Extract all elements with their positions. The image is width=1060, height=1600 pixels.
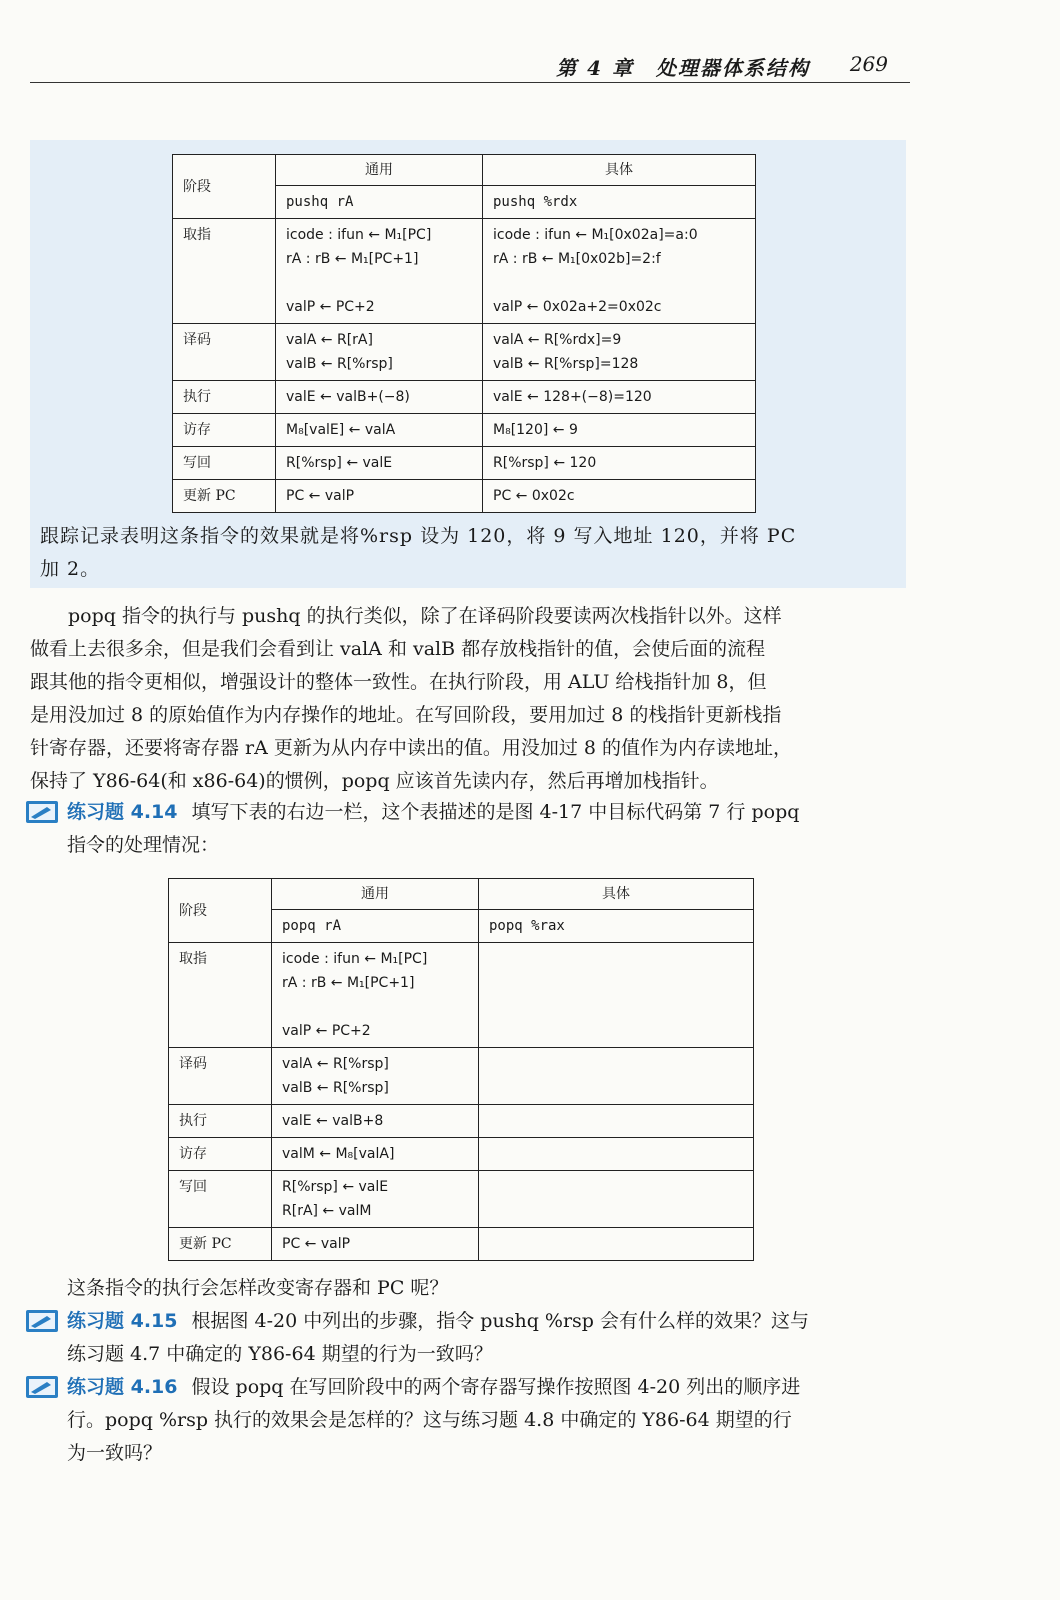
general-cell — [272, 1048, 479, 1105]
exercise-text: 行。popq %rsp 执行的效果会是怎样的？这与练习题 4.8 中确定的 Y86-64 期望的行 — [67, 1409, 792, 1431]
specific-answer-cell[interactable] — [479, 943, 754, 1048]
general-line: rA : rB ← M₁[PC+1] — [286, 251, 419, 267]
stage-cell: 执行 — [169, 1105, 272, 1138]
body-line: 做看上去很多余，但是我们会看到让 valA 和 valB 都存放栈指针的值，会使后面的流程 — [30, 638, 766, 660]
specific-line: M₈[120] ← 9 — [493, 422, 578, 438]
general-cell — [276, 447, 483, 480]
stage-cell: 写回 — [173, 447, 276, 480]
table-row — [173, 324, 756, 381]
general-line: R[%rsp] ← valE — [286, 455, 393, 471]
table-row — [173, 480, 756, 513]
stage-cell: 访存 — [173, 414, 276, 447]
general-header: 通用 — [272, 879, 479, 910]
specific-instr: popq %rax — [479, 910, 754, 943]
general-cell — [272, 1105, 479, 1138]
general-line: valB ← R[%rsp] — [286, 356, 393, 372]
general-line: PC ← valP — [286, 488, 355, 504]
specific-answer-cell[interactable] — [479, 1048, 754, 1105]
body-line: 针寄存器，还要将寄存器 rA 更新为从内存中读出的值。用没加过 8 的值作为内存读地址， — [30, 737, 793, 759]
trace-line: 跟踪记录表明这条指令的效果就是将%rsp 设为 120，将 9 写入地址 120，并将 PC — [40, 525, 797, 547]
general-cell — [276, 414, 483, 447]
general-line: R[rA] ← valM — [282, 1203, 372, 1219]
general-cell — [272, 1228, 479, 1261]
stage-cell: 执行 — [173, 381, 276, 414]
stage-cell: 译码 — [169, 1048, 272, 1105]
trace-summary — [40, 520, 900, 586]
specific-line: PC ← 0x02c — [493, 488, 575, 504]
specific-header: 具体 — [483, 155, 756, 186]
table-row — [173, 219, 756, 324]
exercise-label: 练习题 4.15 — [67, 1310, 178, 1332]
general-cell — [272, 943, 479, 1048]
stage-header: 阶段 — [169, 879, 272, 943]
general-header: 通用 — [276, 155, 483, 186]
stage-cell: 更新 PC — [169, 1228, 272, 1261]
specific-line: valP ← 0x02a+2=0x02c — [493, 299, 662, 315]
table-row — [169, 1171, 754, 1228]
general-line: valA ← R[%rsp] — [282, 1056, 389, 1072]
table-row — [169, 1228, 754, 1261]
body-line: popq 指令的执行与 pushq 的执行类似，除了在译码阶段要读两次栈指针以外。这样 — [30, 605, 782, 627]
table-row — [173, 414, 756, 447]
table-row — [169, 943, 754, 1048]
general-instr: pushq rA — [276, 186, 483, 219]
specific-cell — [483, 381, 756, 414]
general-line: valP ← PC+2 — [282, 1023, 371, 1039]
stage-cell: 更新 PC — [173, 480, 276, 513]
table-row — [169, 1138, 754, 1171]
specific-answer-cell[interactable] — [479, 1105, 754, 1138]
exercise-text: 填写下表的右边一栏，这个表描述的是图 4-17 中目标代码第 7 行 popq — [191, 801, 800, 823]
body-line: 保持了 Y86-64(和 x86-64)的惯例，popq 应该首先读内存，然后再增加栈指针。 — [30, 770, 719, 792]
stage-cell: 写回 — [169, 1171, 272, 1228]
general-line: icode : ifun ← M₁[PC] — [282, 951, 428, 967]
exercise-4-15 — [25, 1305, 910, 1371]
general-line: valE ← valB+(−8) — [286, 389, 410, 405]
specific-instr: pushq %rdx — [483, 186, 756, 219]
specific-line: R[%rsp] ← 120 — [493, 455, 597, 471]
general-line: valP ← PC+2 — [286, 299, 375, 315]
specific-cell — [483, 219, 756, 324]
general-line: PC ← valP — [282, 1236, 351, 1252]
exercise-pencil-icon — [25, 1374, 59, 1400]
popq-exercise-table — [168, 878, 754, 1261]
exercise-label: 练习题 4.16 — [67, 1376, 178, 1398]
general-line: valA ← R[rA] — [286, 332, 373, 348]
specific-cell — [483, 480, 756, 513]
page-number: 269 — [849, 52, 888, 76]
question-text: 这条指令的执行会怎样改变寄存器和 PC 呢？ — [67, 1277, 449, 1299]
chapter-title: 第 4 章 处理器体系结构 — [556, 56, 810, 80]
general-cell — [276, 324, 483, 381]
table-row — [173, 381, 756, 414]
body-line: 跟其他的指令更相似，增强设计的整体一致性。在执行阶段，用 ALU 给栈指针加 8，但 — [30, 671, 767, 693]
table-row — [173, 447, 756, 480]
general-line: R[%rsp] ← valE — [282, 1179, 389, 1195]
exercise-4-16 — [25, 1371, 910, 1470]
exercise-4-14 — [25, 796, 910, 862]
general-line: valM ← M₈[valA] — [282, 1146, 395, 1162]
general-line: valE ← valB+8 — [282, 1113, 384, 1129]
general-cell — [276, 219, 483, 324]
specific-answer-cell[interactable] — [479, 1138, 754, 1171]
specific-line: valB ← R[%rsp]=128 — [493, 356, 639, 372]
specific-cell — [483, 324, 756, 381]
general-cell — [272, 1171, 479, 1228]
stage-header: 阶段 — [173, 155, 276, 219]
specific-cell — [483, 447, 756, 480]
specific-answer-cell[interactable] — [479, 1228, 754, 1261]
specific-cell — [483, 414, 756, 447]
body-paragraph — [30, 600, 908, 798]
stage-cell: 译码 — [173, 324, 276, 381]
pushq-trace-table — [172, 154, 756, 513]
exercise-text: 练习题 4.7 中确定的 Y86-64 期望的行为一致吗？ — [67, 1343, 493, 1365]
table-row — [169, 1105, 754, 1138]
specific-header: 具体 — [479, 879, 754, 910]
stage-cell: 取指 — [173, 219, 276, 324]
general-line: M₈[valE] ← valA — [286, 422, 396, 438]
stage-cell: 访存 — [169, 1138, 272, 1171]
general-line: icode : ifun ← M₁[PC] — [286, 227, 432, 243]
specific-line: valE ← 128+(−8)=120 — [493, 389, 652, 405]
general-cell — [272, 1138, 479, 1171]
general-instr: popq rA — [272, 910, 479, 943]
body-line: 是用没加过 8 的原始值作为内存操作的地址。在写回阶段，要用加过 8 的栈指针更新栈指 — [30, 704, 782, 726]
exercise-pencil-icon — [25, 1308, 59, 1334]
exercise-text: 根据图 4-20 中列出的步骤，指令 pushq %rsp 会有什么样的效果？这与 — [191, 1310, 809, 1332]
general-line: valB ← R[%rsp] — [282, 1080, 389, 1096]
general-line: rA : rB ← M₁[PC+1] — [282, 975, 415, 991]
exercise-pencil-icon — [25, 799, 59, 825]
exercise-text: 为一致吗？ — [67, 1442, 163, 1464]
specific-answer-cell[interactable] — [479, 1171, 754, 1228]
stage-cell: 取指 — [169, 943, 272, 1048]
specific-line: icode : ifun ← M₁[0x02a]=a:0 — [493, 227, 698, 243]
trace-line: 加 2。 — [40, 558, 101, 580]
table-row — [169, 1048, 754, 1105]
general-cell — [276, 381, 483, 414]
page-header — [30, 50, 910, 83]
exercise-text: 假设 popq 在写回阶段中的两个寄存器写操作按照图 4-20 列出的顺序进 — [191, 1376, 801, 1398]
exercise-text: 指令的处理情况： — [67, 834, 220, 856]
general-cell — [276, 480, 483, 513]
specific-line: valA ← R[%rdx]=9 — [493, 332, 622, 348]
exercise-label: 练习题 4.14 — [67, 801, 178, 823]
specific-line: rA : rB ← M₁[0x02b]=2:f — [493, 251, 661, 267]
